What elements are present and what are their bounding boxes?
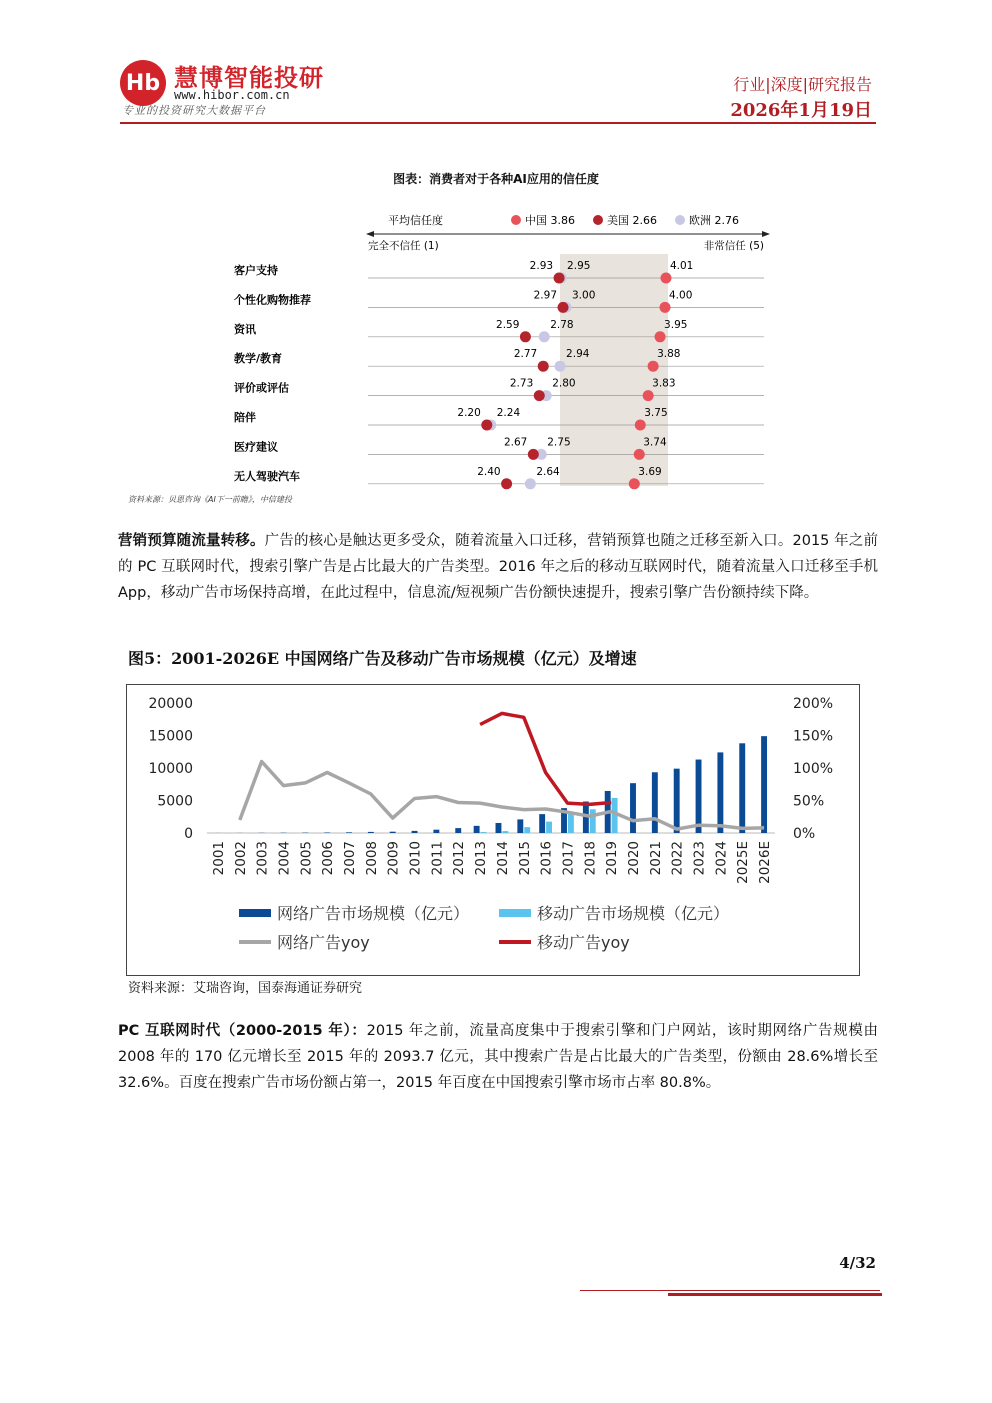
scale-left-label: 完全不信任 (1) (368, 240, 439, 252)
logo-tagline: 专业的投资研究大数据平台 (122, 104, 266, 117)
mobile-ad-bar (568, 814, 574, 834)
left-tick-label: 0 (184, 826, 193, 842)
x-tick-label: 2004 (276, 841, 293, 876)
x-tick-label: 2020 (626, 841, 642, 876)
cn-value-label: 3.69 (638, 465, 662, 478)
footer-divider (580, 1290, 880, 1291)
paragraph-text: 2015 年之前，流量高度集中于搜索引擎和门户网站，该时期网络广告规模由 2008 年的 170 亿元增长至 2015 年的 2093.7 亿元，其中搜索广告是占比最大的广告类型，份额由 28.6%增长至 32.6%。百度在搜索广告市场份额占第一，2015 年百度在中国搜索引擎市场市占率 80.8%。 (118, 1023, 878, 1091)
legend-swatch (239, 909, 271, 917)
legend (239, 904, 729, 952)
network-ad-bar (652, 772, 658, 833)
legend-label: 网络广告yoy (277, 933, 370, 952)
header-divider (120, 122, 876, 124)
lines (240, 713, 764, 829)
x-tick-label: 2013 (473, 841, 490, 876)
network-ad-bar (717, 752, 723, 833)
legend-label: 中国 3.86 (525, 214, 575, 227)
eu-value-label: 2.95 (567, 260, 591, 272)
arrow-right-icon (762, 231, 770, 237)
network-ad-bar (674, 769, 680, 833)
x-tick-label: 2021 (647, 841, 664, 876)
x-tick-label: 2008 (363, 841, 380, 876)
network-ad-bar (517, 819, 523, 833)
network-ad-bar (696, 760, 702, 833)
legend-swatch (499, 909, 531, 917)
right-tick-label: 150% (793, 728, 834, 745)
mobile-ad-yoy-line (480, 713, 611, 804)
trust-dot-chart (228, 200, 772, 490)
legend-marker (675, 215, 685, 225)
eu-dot (525, 478, 536, 489)
eu-value-label: 2.24 (496, 407, 521, 419)
x-tick-label: 2015 (516, 841, 533, 876)
network-ad-bar (539, 814, 545, 833)
legend-label: 移动广告市场规模（亿元） (537, 904, 730, 923)
right-tick-label: 50% (793, 793, 825, 810)
x-tick-label: 2006 (320, 841, 337, 876)
ad-market-chart (127, 685, 859, 975)
eu-dot (539, 331, 550, 342)
us-value-label: 2.59 (496, 318, 520, 331)
x-tick-label: 2002 (232, 841, 249, 876)
network-ad-bar (630, 783, 636, 833)
paragraph-marketing-budget (118, 528, 878, 606)
logo-name: 慧博智能投研 (174, 64, 324, 92)
network-ad-bar (346, 832, 352, 833)
figure1-source: 资料来源：贝恩咨询《AI下一前瞻》，中信建投 (128, 495, 292, 504)
x-tick-label: 2010 (407, 841, 424, 876)
logo-icon: Hb (120, 60, 166, 106)
network-ad-bar (496, 823, 502, 833)
cn-dot (655, 331, 666, 342)
network-ad-bar (761, 736, 767, 833)
x-tick-label: 2017 (560, 841, 577, 876)
mobile-ad-bar (590, 809, 596, 833)
cn-value-label: 3.83 (652, 377, 676, 390)
row-label: 教学/教育 (234, 352, 283, 366)
cn-dot (629, 478, 640, 489)
x-tick-label: 2016 (538, 841, 555, 876)
x-tick-label: 2011 (429, 841, 446, 876)
x-tick-label: 2001 (210, 841, 227, 876)
legend-label: 美国 2.66 (607, 214, 657, 227)
cn-value-label: 4.00 (669, 289, 693, 302)
x-tick-label: 2005 (298, 841, 315, 876)
eu-value-label: 2.94 (566, 348, 590, 361)
us-value-label: 2.73 (509, 377, 534, 390)
paragraph-lead: PC 互联网时代（2000-2015 年）： (118, 1023, 367, 1039)
eu-value-label: 2.64 (536, 465, 560, 478)
right-tick-label: 100% (793, 761, 834, 777)
mobile-ad-bar (502, 831, 508, 833)
paragraph-pc-era (118, 1018, 878, 1096)
scale-right-label: 非常信任 (5) (703, 240, 764, 252)
row-label: 资讯 (234, 322, 256, 336)
x-tick-label: 2022 (669, 841, 686, 876)
cn-dot (634, 449, 645, 460)
row-label: 评价或评估 (234, 381, 289, 395)
left-tick-label: 10000 (148, 761, 193, 777)
network-ad-bar (368, 832, 374, 833)
x-tick-label: 2018 (582, 841, 599, 876)
us-dot (481, 420, 492, 431)
row-label: 医疗建议 (234, 440, 278, 454)
cn-value-label: 3.75 (644, 407, 668, 419)
cn-value-label: 4.01 (669, 260, 694, 272)
cn-dot (635, 420, 646, 431)
left-tick-label: 15000 (148, 728, 193, 745)
cn-dot (660, 302, 671, 313)
eu-value-label: 3.00 (572, 289, 596, 302)
x-tick-label: 2014 (494, 841, 511, 876)
eu-value-label: 2.80 (552, 377, 576, 390)
cn-value-label: 3.74 (643, 436, 667, 449)
x-tick-label: 2007 (342, 841, 358, 876)
us-value-label: 2.77 (513, 348, 538, 361)
mobile-ad-bar (524, 827, 530, 833)
paragraph-lead: 营销预算随流量转移。 (118, 533, 265, 549)
cn-dot (660, 273, 671, 284)
cn-dot (643, 390, 654, 401)
x-tick-label: 2024 (713, 841, 730, 876)
us-value-label: 2.40 (477, 465, 501, 478)
figure1-title: 图表：消费者对于各种AI应用的信任度 (393, 172, 599, 186)
legend-title: 平均信任度 (388, 214, 443, 227)
left-tick-label: 5000 (157, 793, 193, 810)
row-label: 陪伴 (234, 411, 256, 424)
report-type: 行业|深度|研究报告 (733, 75, 872, 94)
legend-marker (511, 215, 521, 225)
x-tick-label: 2012 (451, 841, 468, 876)
figure2-title: 图5：2001-2026E 中国网络广告及移动广告市场规模（亿元）及增速 (128, 649, 637, 668)
us-dot (534, 390, 545, 401)
row-label: 个性化购物推荐 (234, 293, 311, 307)
eu-dot (555, 361, 566, 372)
us-value-label: 2.20 (457, 407, 481, 419)
cn-dot (648, 361, 659, 372)
us-dot (554, 273, 565, 284)
legend-label: 网络广告市场规模（亿元） (277, 904, 470, 923)
us-value-label: 2.93 (529, 260, 554, 272)
row-label: 客户支持 (234, 264, 278, 277)
legend-label: 移动广告yoy (537, 933, 630, 952)
network-ad-bar (455, 828, 461, 833)
x-tick-label: 2025E (735, 841, 752, 884)
x-tick-label: 2019 (604, 841, 621, 876)
us-dot (558, 302, 569, 313)
legend-marker (593, 215, 603, 225)
mobile-ad-bar (546, 822, 552, 833)
us-value-label: 2.97 (533, 289, 558, 302)
x-tick-label: 2003 (254, 841, 271, 876)
legend (511, 213, 739, 227)
network-ad-bar (474, 826, 480, 833)
page-number: 4/32 (839, 1254, 876, 1272)
right-tick-label: 200% (793, 696, 834, 712)
cn-value-label: 3.88 (657, 348, 681, 361)
right-tick-label: 0% (793, 826, 816, 842)
network-ad-bar (324, 832, 330, 833)
figure2-source: 资料来源：艾瑞咨询，国泰海通证券研究 (128, 981, 363, 996)
us-value-label: 2.67 (503, 436, 528, 449)
network-ad-bar (433, 830, 439, 833)
paragraph-text: 广告的核心是触达更多受众，随着流量入口迁移，营销预算也随之迁移至新入口。2015 年之前的 PC 互联网时代，搜索引擎广告是占比最大的广告类型。2016 年之后的移动互联网时代，随着流量入口迁移至手机 App，移动广告市场保持高增，在此过程中，信息流/短视频广告份额快速提升，搜索引擎广告份额持续下降。 (118, 533, 879, 601)
eu-value-label: 2.78 (550, 318, 574, 331)
left-tick-label: 20000 (148, 696, 193, 712)
us-dot (528, 449, 539, 460)
network-ad-yoy-line (240, 762, 764, 830)
us-dot (538, 361, 549, 372)
chart-rows (233, 260, 764, 489)
footer-divider-thick (668, 1293, 882, 1296)
us-dot (501, 478, 512, 489)
arrow-left-icon (366, 231, 374, 237)
cn-value-label: 3.95 (664, 318, 688, 331)
logo-url: www.hibor.com.cn (174, 88, 290, 102)
x-tick-label: 2023 (691, 841, 708, 876)
mobile-ad-bar (481, 832, 487, 833)
network-ad-bar (412, 831, 418, 833)
us-dot (520, 331, 531, 342)
x-tick-label: 2009 (385, 841, 402, 876)
row-label: 无人驾驶汽车 (234, 469, 300, 483)
network-ad-bar (390, 832, 396, 833)
x-tick-label: 2026E (757, 841, 774, 884)
legend-label: 欧洲 2.76 (689, 214, 739, 227)
report-date: 2026年1月19日 (730, 100, 872, 121)
network-ad-bar (739, 743, 745, 833)
eu-value-label: 2.75 (547, 436, 571, 449)
